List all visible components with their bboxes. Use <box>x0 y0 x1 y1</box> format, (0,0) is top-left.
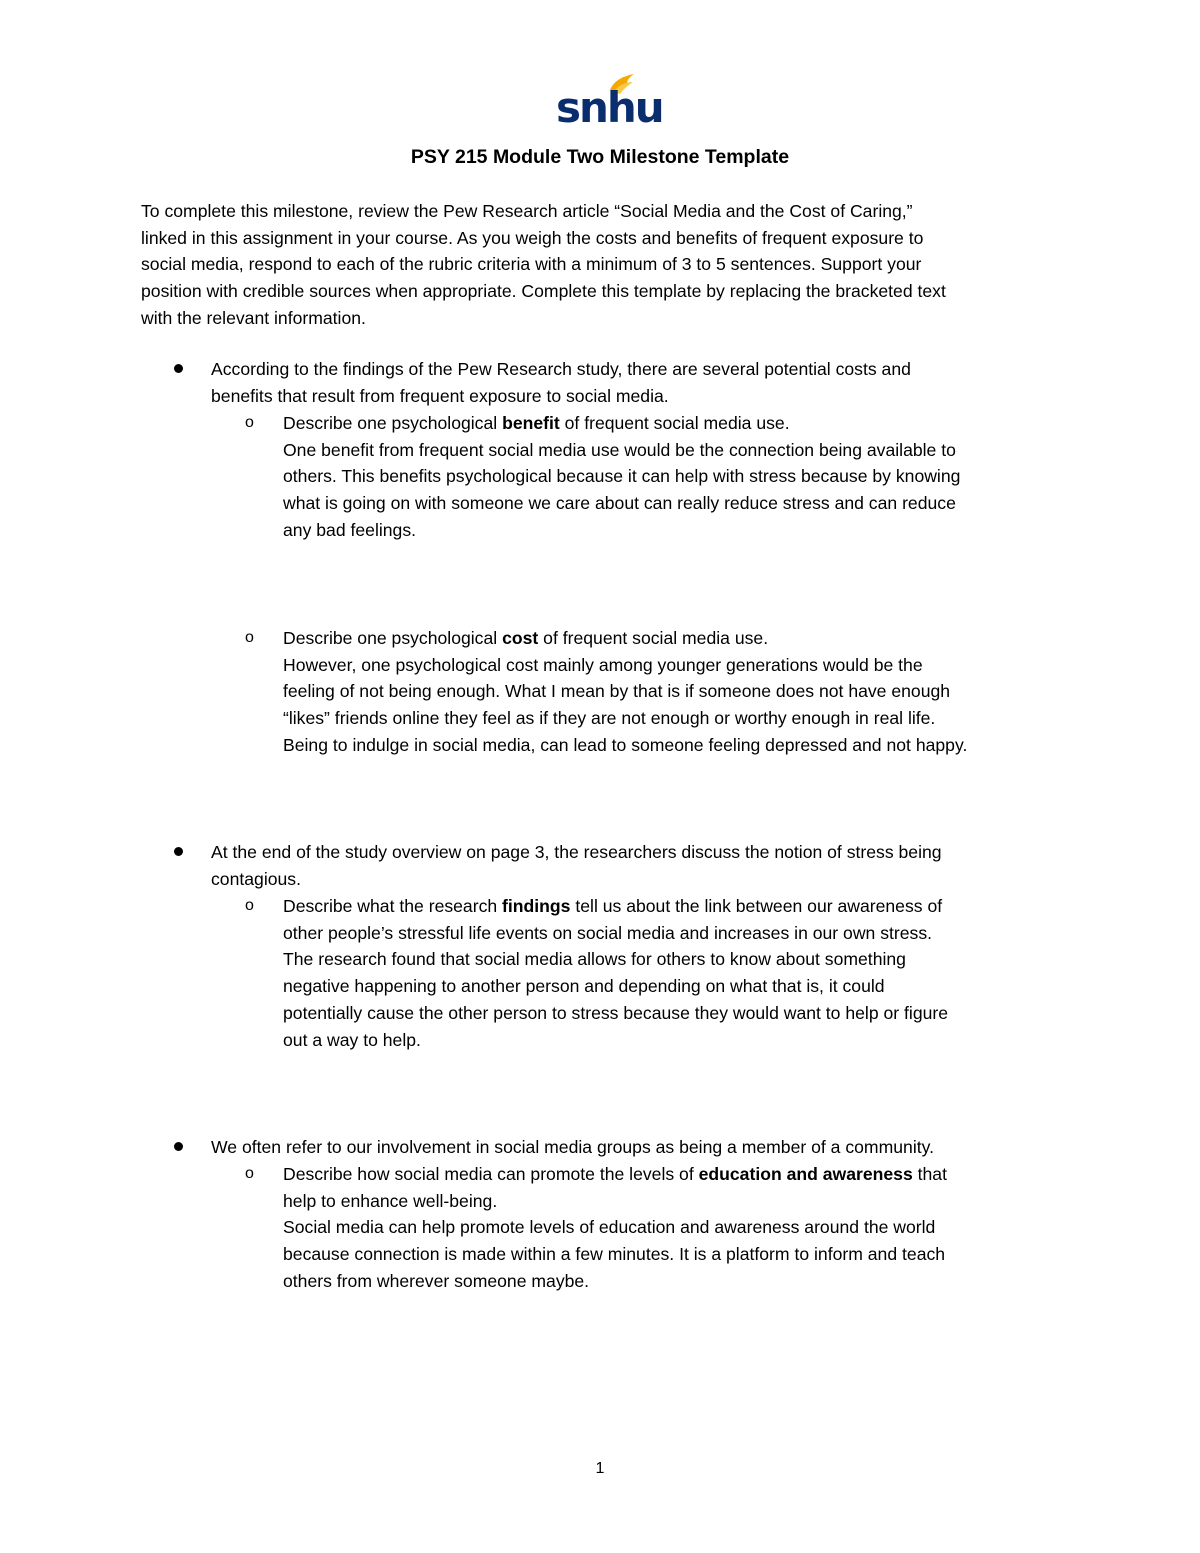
answer-line: “likes” friends online they feel as if they are not enough or worthy enough in real life. <box>283 708 936 729</box>
answer-line: because connection is made within a few minutes. It is a platform to inform and teach <box>283 1244 946 1265</box>
answer-line: One benefit from frequent social media use would be the connection being available to <box>283 439 956 460</box>
bullet-icon <box>174 847 183 856</box>
answer-line: others from wherever someone maybe. <box>283 1270 590 1291</box>
intro-line: social media, respond to each of the rubric criteria with a minimum of 3 to 5 sentences. Support your <box>141 254 922 275</box>
section-3-prompt <box>211 1134 1091 1161</box>
snhu-logo <box>556 72 663 132</box>
intro-line: linked in this assignment in your course. As you weigh the costs and benefits of frequent exposure to <box>141 227 924 248</box>
section-1-sub-2 <box>283 625 1083 759</box>
sub-bullet-icon: o <box>245 414 254 431</box>
section-2-sub-1 <box>283 893 1083 1053</box>
bullet-icon <box>174 364 183 373</box>
answer-line: feeling of not being enough. What I mean by that is if someone does not have enough <box>283 681 951 702</box>
answer-line: However, one psychological cost mainly among younger generations would be the <box>283 654 923 675</box>
sub-prompt-line: help to enhance well-being. <box>283 1190 498 1211</box>
section-1-prompt <box>211 356 1091 409</box>
section-3-sub-1 <box>283 1161 1083 1295</box>
sub-prompt-line: Describe what the research findings tell us about the link between our awareness of <box>283 896 943 916</box>
answer-line: what is going on with someone we care about can really reduce stress and can reduce <box>283 493 956 514</box>
intro-line: position with credible sources when appropriate. Complete this template by replacing the bracketed text <box>141 281 946 302</box>
section-2-prompt <box>211 839 1091 892</box>
answer-line: Social media can help promote levels of education and awareness around the world <box>283 1217 936 1238</box>
bullet-line: At the end of the study overview on page 3, the researchers discuss the notion of stress being <box>211 842 942 862</box>
page-title: PSY 215 Module Two Milestone Template <box>410 146 790 168</box>
sub-bullet-icon: o <box>245 897 254 914</box>
page-number: 1 <box>595 1460 605 1477</box>
intro-line: with the relevant information. <box>141 307 366 328</box>
answer-line: negative happening to another person and depending on what that is, it could <box>283 976 885 997</box>
section-1-sub-1 <box>283 410 1083 544</box>
logo-wordmark: snhu <box>556 83 663 132</box>
sub-bullet-icon: o <box>245 629 254 646</box>
sub-prompt-line: Describe one psychological cost of frequent social media use. <box>283 628 769 648</box>
bullet-line: According to the findings of the Pew Research study, there are several potential costs and <box>211 359 911 379</box>
intro-paragraph <box>141 198 1071 332</box>
bullet-line: contagious. <box>211 868 301 889</box>
bullet-line: We often refer to our involvement in social media groups as being a member of a community. <box>211 1137 934 1157</box>
bullet-line: benefits that result from frequent exposure to social media. <box>211 385 669 406</box>
sub-prompt-line: other people’s stressful life events on social media and increases in our own stress. <box>283 922 933 943</box>
answer-line: Being to indulge in social media, can lead to someone feeling depressed and not happy. <box>283 734 968 755</box>
sub-prompt-line: Describe one psychological benefit of frequent social media use. <box>283 413 790 433</box>
answer-line: out a way to help. <box>283 1029 421 1050</box>
bullet-icon <box>174 1142 183 1151</box>
intro-line: To complete this milestone, review the Pew Research article “Social Media and the Cost of Caring,” <box>141 201 913 221</box>
sub-prompt-line: Describe how social media can promote the levels of education and awareness that <box>283 1164 947 1184</box>
answer-line: others. This benefits psychological because it can help with stress because by knowing <box>283 466 961 487</box>
sub-bullet-icon: o <box>245 1165 254 1182</box>
answer-line: potentially cause the other person to stress because they would want to help or figure <box>283 1002 949 1023</box>
answer-line: any bad feelings. <box>283 519 417 540</box>
answer-line: The research found that social media allows for others to know about something <box>283 949 906 970</box>
